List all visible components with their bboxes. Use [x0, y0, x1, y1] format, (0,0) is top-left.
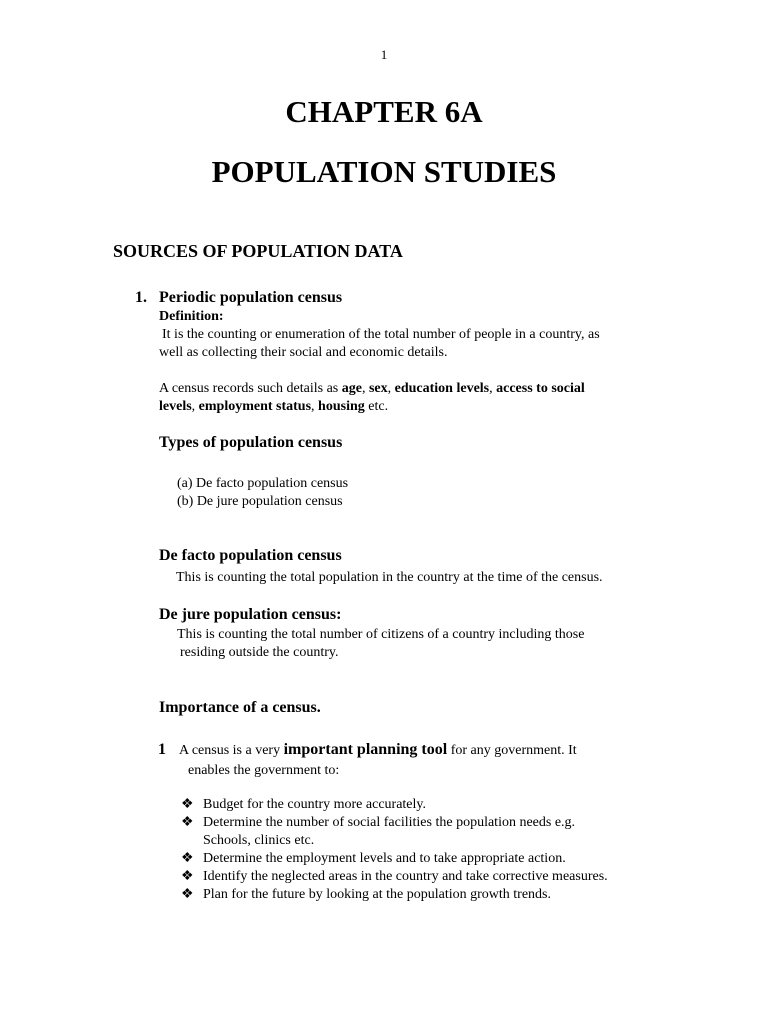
diamond-bullet-icon: ❖: [181, 887, 194, 902]
separator: ,: [191, 399, 199, 414]
definition-text-line1: It is the counting or enumeration of the total number of people in a country, as: [162, 327, 600, 342]
importance-prefix: A census is a very: [179, 743, 284, 758]
separator: ,: [387, 381, 395, 396]
de-facto-heading: De facto population census: [159, 547, 342, 564]
de-jure-text-line2: residing outside the country.: [180, 645, 339, 660]
bullet-text: Identify the neglected areas in the country and take corrective measures.: [203, 869, 608, 884]
importance-heading: Importance of a census.: [159, 699, 321, 716]
de-jure-heading: De jure population census:: [159, 606, 342, 623]
bullet-item: [181, 796, 426, 814]
term-education-levels: education levels: [394, 381, 490, 396]
diamond-bullet-icon: ❖: [181, 851, 194, 866]
bullet-item: [181, 850, 566, 868]
section-heading: SOURCES OF POPULATION DATA: [113, 241, 403, 261]
bullet-text: Budget for the country more accurately.: [203, 797, 427, 812]
separator: ,: [489, 381, 497, 396]
term-important-planning-tool: important planning tool: [283, 741, 448, 758]
census-records-prefix: A census records such details as: [159, 381, 342, 396]
item-number: 1.: [135, 289, 147, 306]
page-number: 1: [380, 47, 388, 62]
types-heading: Types of population census: [159, 434, 343, 451]
census-records-line1: [159, 380, 585, 398]
bullet-item: [181, 886, 551, 904]
importance-line1: [179, 741, 577, 760]
types-list-item: (a) De facto population census: [177, 476, 349, 491]
diamond-bullet-icon: ❖: [181, 869, 194, 884]
term-levels: levels: [159, 399, 192, 414]
definition-text-line2: well as collecting their social and economic details.: [159, 345, 448, 360]
importance-suffix: for any government. It: [447, 743, 577, 758]
bullet-text: Determine the employment levels and to take appropriate action.: [203, 851, 566, 866]
term-access-to-social: access to social: [496, 381, 585, 396]
separator: ,: [361, 381, 369, 396]
bullet-text-continuation: Schools, clinics etc.: [203, 833, 315, 848]
census-records-line2: [159, 398, 388, 416]
separator: ,: [311, 399, 319, 414]
de-facto-text: This is counting the total population in the country at the time of the census.: [176, 570, 603, 585]
bullet-item: [181, 868, 608, 886]
item-heading: Periodic population census: [159, 289, 343, 306]
bullet-text: Plan for the future by looking at the population growth trends.: [203, 887, 551, 902]
main-title: POPULATION STUDIES: [211, 154, 557, 189]
bullet-text: Determine the number of social facilities the population needs e.g.: [203, 815, 576, 830]
types-list-item: (b) De jure population census: [177, 494, 343, 509]
term-employment-status: employment status: [198, 399, 312, 414]
definition-label: Definition:: [159, 309, 224, 324]
bullet-item: [181, 814, 575, 832]
importance-number: 1: [158, 741, 166, 758]
term-age: age: [341, 381, 362, 396]
diamond-bullet-icon: ❖: [181, 815, 194, 830]
census-records-suffix: etc.: [364, 399, 389, 414]
term-housing: housing: [318, 399, 365, 414]
importance-line2: enables the government to:: [188, 763, 340, 778]
de-jure-text-line1: This is counting the total number of citizens of a country including those: [177, 627, 585, 642]
term-sex: sex: [368, 381, 388, 396]
chapter-title: CHAPTER 6A: [285, 94, 483, 129]
diamond-bullet-icon: ❖: [181, 797, 194, 812]
